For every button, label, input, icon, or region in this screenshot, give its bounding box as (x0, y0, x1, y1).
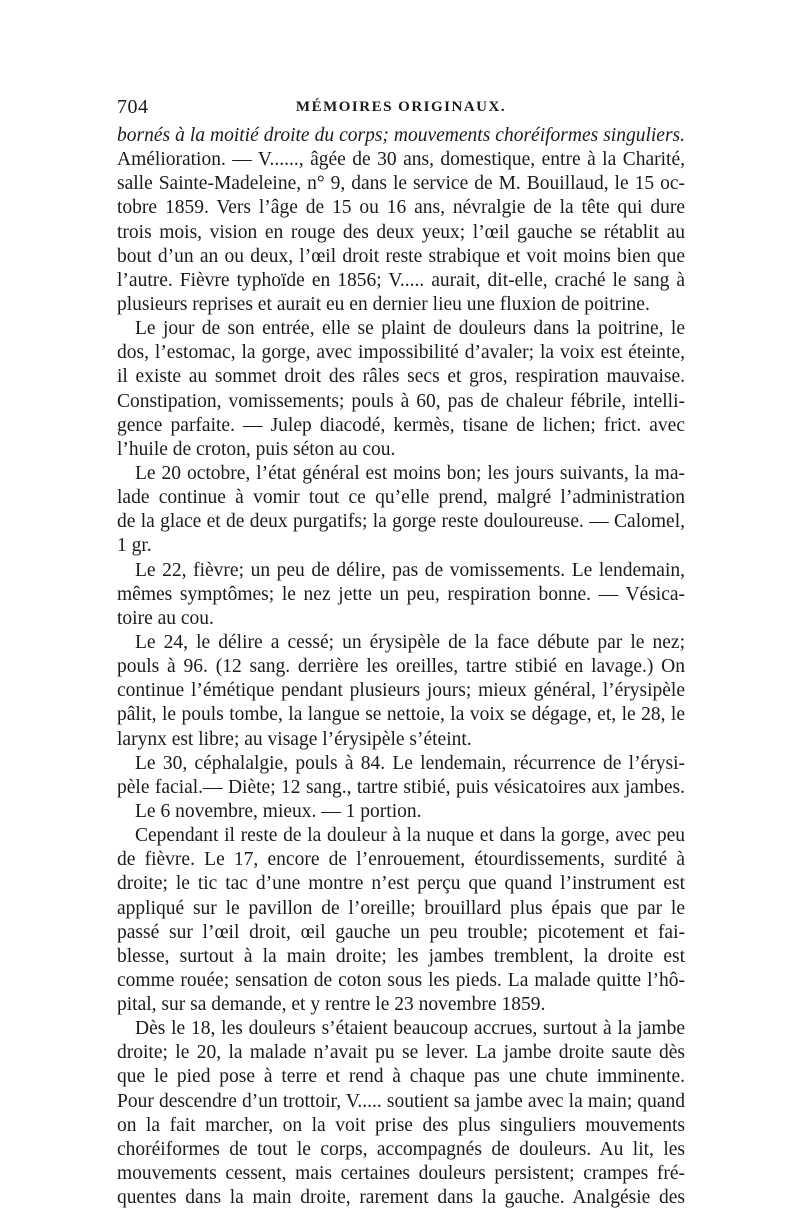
text-line: lade continue à vomir tout ce qu’elle prend, malgré l’administration (117, 487, 685, 509)
text-line: il existe au sommet droit des râles secs et gros, respiration mauvaise. (117, 366, 685, 388)
page-header (117, 96, 685, 120)
text-line: mêmes symptômes; le nez jette un peu, respiration bonne. — Vésica- (117, 583, 685, 605)
text-line: mouvements cessent, mais certaines douleurs persistent; crampes fré- (117, 1163, 685, 1185)
page-number: 704 (117, 96, 149, 118)
text-line: pouls à 96. (12 sang. derrière les oreilles, tartre stibié en lavage.) On (117, 656, 685, 678)
text-line: Le 20 octobre, l’état général est moins bon; les jours suivants, la ma- (135, 462, 685, 484)
text-line: salle Sainte-Madeleine, n° 9, dans le service de M. Bouillaud, le 15 oc- (117, 173, 685, 195)
text-line: l’huile de croton, puis séton au cou. (117, 438, 396, 460)
text-line: passé sur l’œil droit, œil gauche un peu trouble; picotement et fai- (117, 921, 685, 943)
text-line: tobre 1859. Vers l’âge de 15 ou 16 ans, névralgie de la tête qui dure (117, 197, 685, 219)
text-line: Le jour de son entrée, elle se plaint de douleurs dans la poitrine, le (135, 318, 685, 340)
text-line: droite; le tic tac d’une montre n’est perçu que quand l’instrument est (117, 873, 685, 895)
text-line: Constipation, vomissements; pouls à 60, pas de chaleur fébrile, intelli- (117, 390, 685, 412)
text-line: on la fait marcher, on la voit prise des plus singuliers mouvements (117, 1114, 685, 1136)
text-line: droite; le 20, la malade n’avait pu se lever. La jambe droite saute dès (117, 1042, 685, 1064)
text-line: trois mois, vision en rouge des deux yeux; l’œil gauche se rétablit au (117, 221, 685, 243)
text-line: que le pied pose à terre et rend à chaque pas une chute imminente. (117, 1066, 685, 1088)
text-line: toire au cou. (117, 607, 214, 629)
text-line: 1 gr. (117, 535, 152, 557)
text-line: gence parfaite. — Julep diacodé, kermès, tisane de lichen; frict. avec (117, 414, 685, 436)
body-text (117, 124, 685, 1210)
text-line: pital, sur sa demande, et y rentre le 23 novembre 1859. (117, 994, 546, 1016)
text-line: choréiformes de tout le corps, accompagnés de douleurs. Au lit, les (117, 1138, 685, 1160)
text-line: bornés à la moitié droite du corps; mouvements choréiformes singuliers. (117, 125, 685, 146)
text-line: pèle facial.— Diète; 12 sang., tartre stibié, puis vésicatoires aux jambes. (117, 776, 685, 798)
text-line: Le 30, céphalalgie, pouls à 84. Le lendemain, récurrence de l’érysi- (135, 752, 685, 774)
text-line: Pour descendre d’un trottoir, V..... soutient sa jambe avec la main; quand (117, 1090, 685, 1112)
text-line: plusieurs reprises et aurait eu en dernier lieu une fluxion de poitrine. (117, 293, 650, 315)
text-line: dos, l’estomac, la gorge, avec impossibilité d’avaler; la voix est éteinte, (117, 342, 685, 364)
text-line: larynx est libre; au visage l’érysipèle s’éteint. (117, 728, 472, 750)
text-line: appliqué sur le pavillon de l’oreille; brouillard plus épais que par le (117, 897, 685, 919)
running-head: MÉMOIRES ORIGINAUX. (295, 99, 507, 115)
text-line: continue l’émétique pendant plusieurs jours; mieux général, l’érysipèle (117, 680, 685, 702)
text-line: de fièvre. Le 17, encore de l’enrouement, étourdissements, surdité à (117, 849, 685, 871)
text-line: blesse, surtout à la main droite; les jambes tremblent, la droite est (117, 945, 685, 967)
text-line: l’autre. Fièvre typhoïde en 1856; V..... aurait, dit-elle, craché le sang à (117, 269, 685, 291)
text-line: bout d’un an ou deux, l’œil droit reste strabique et voit moins bien que (117, 245, 685, 267)
text-line: Amélioration. — V......, âgée de 30 ans, domestique, entre à la Charité, (117, 149, 685, 171)
text-line: Le 22, fièvre; un peu de délire, pas de vomissements. Le lendemain, (135, 559, 685, 581)
text-line: Cependant il reste de la douleur à la nuque et dans la gorge, avec peu (135, 825, 685, 847)
text-line: Le 6 novembre, mieux. — 1 portion. (135, 800, 422, 822)
text-line: comme rouée; sensation de coton sous les pieds. La malade quitte l’hô- (117, 969, 685, 991)
text-line: Le 24, le délire a cessé; un érysipèle de la face débute par le nez; (135, 631, 685, 653)
text-line: pâlit, le pouls tombe, la langue se nettoie, la voix se dégage, et, le 28, le (117, 704, 685, 726)
text-line: quentes dans la main droite, rarement dans la gauche. Analgésie des (117, 1187, 685, 1209)
text-line: de la glace et de deux purgatifs; la gorge reste douloureuse. — Calomel, (117, 511, 685, 533)
text-line: Dès le 18, les douleurs s’étaient beaucoup accrues, surtout à la jambe (135, 1018, 685, 1040)
